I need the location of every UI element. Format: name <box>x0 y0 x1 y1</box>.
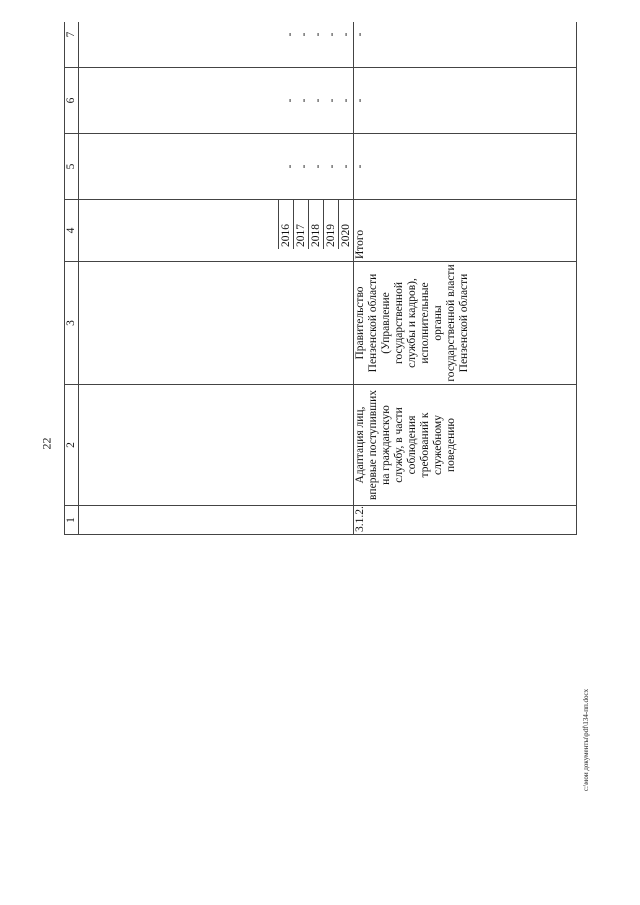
dash-value: - <box>325 98 338 103</box>
col-number: 5 <box>65 134 79 200</box>
year-label: 2018 <box>309 200 324 249</box>
table-row <box>354 22 577 535</box>
dash-value: - <box>311 164 324 169</box>
column-number-row <box>65 22 79 535</box>
dash-value: - <box>339 98 352 103</box>
col-number: 1 <box>65 506 79 535</box>
dash-value: - <box>339 164 352 169</box>
dash-value: - <box>354 68 577 134</box>
dash-value: - <box>339 32 352 37</box>
dash-value: - <box>325 32 338 37</box>
cell-empty <box>79 262 354 385</box>
dash-value: - <box>311 98 324 103</box>
year-label: 2020 <box>339 224 352 247</box>
page-number: 22 <box>39 437 54 449</box>
cell-empty <box>79 385 354 506</box>
year-label: 2017 <box>294 200 309 249</box>
dash-column <box>79 68 354 134</box>
dash-column <box>79 134 354 200</box>
col-number: 4 <box>65 200 79 262</box>
file-path-footer: c:\мои документы\pdf\134-пп.docx <box>582 688 591 792</box>
years-list <box>278 200 353 249</box>
total-label: Итого <box>354 200 577 262</box>
activity-name: Адаптация лиц, впервые поступивших на гражданскую службу, в части соблюдения требований к служебному поведению <box>354 385 577 506</box>
dash-value: - <box>283 32 296 37</box>
cell-empty <box>79 506 354 535</box>
responsible-executor: Правительство Пензенской области (Управление государственной службы и кадров), исполнительные органы государственной власти Пензенской области <box>354 262 577 385</box>
dash-value: - <box>354 134 577 200</box>
dash-value: - <box>283 98 296 103</box>
col-number: 3 <box>65 262 79 385</box>
year-label: 2016 <box>279 200 294 249</box>
year-label: 2019 <box>324 200 339 249</box>
years-cell <box>79 200 354 262</box>
dash-column <box>79 22 354 68</box>
col-number: 7 <box>65 22 79 68</box>
dash-value: - <box>354 22 577 68</box>
table-row <box>79 22 354 535</box>
col-number: 6 <box>65 68 79 134</box>
item-number: 3.1.2. <box>354 506 577 535</box>
dash-value: - <box>297 98 310 103</box>
dash-value: - <box>311 32 324 37</box>
dash-value: - <box>297 164 310 169</box>
rotated-table-container <box>64 22 577 882</box>
program-table <box>64 22 577 535</box>
dash-value: - <box>283 164 296 169</box>
col-number: 2 <box>65 385 79 506</box>
dash-value: - <box>297 32 310 37</box>
dash-value: - <box>325 164 338 169</box>
